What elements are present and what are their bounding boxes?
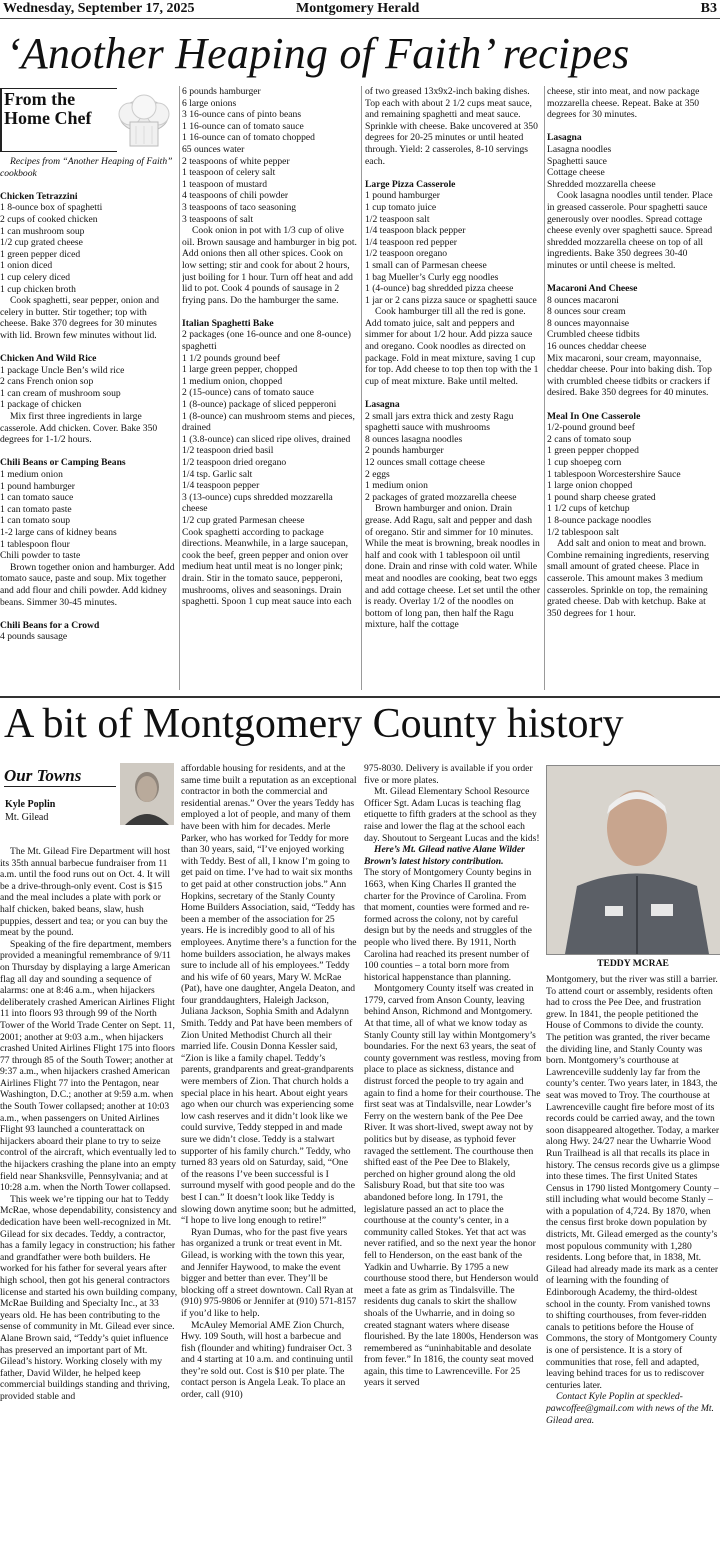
paragraph: Ryan Dumas, who for the past five years has organized a trunk or treat event in Mt. Gilead, is working with the town this year, and Jennifer Haywood, to make the event bigger and better than ever. They’ll be blocking off a street downtown. Call Ryan at (910) 975-9806 or Jennifer at (910) 571-8157 if you’d like to help. — [181, 1226, 357, 1319]
recipe-column-2 — [182, 86, 358, 690]
paragraph: 1/4 teaspoon pepper — [182, 480, 260, 492]
paragraph: 1 pound hamburger — [0, 480, 75, 492]
paragraph: 1 (8-ounce) can mushroom stems and pieces, drained — [182, 410, 355, 434]
paragraph: 1/2 tablespoon salt — [547, 526, 619, 538]
paragraph: Cook onion in pot with 1/3 cup of olive oil. Brown sausage and hamburger in big pot. Add onions then all other spices. Cook on low setting; stir and cook for about 2 hours, just boiling for 1 hour. Turn off heat and add lid to pot. Cook 4 pounds of sausage in 2 frying pans. Do the hamburger the same. — [182, 225, 357, 306]
paragraph: Mix macaroni, sour cream, mayonnaise, cheddar cheese. Pour into baking dish. Top with crumbled cheese tidbits or crackers if desired. Bake 350 degrees for 40 minutes. — [547, 352, 712, 399]
author-portrait-icon — [120, 763, 174, 825]
paragraph-gap — [0, 179, 176, 191]
paragraph: Montgomery County itself was created in 1779, carved from Anson County, leaving behind Anson, Richmond and Montgomery. At that time, all of what we know today as Stanly County still lay within Montgomery’s boundaries. For the next 63 years, the seat of county government was restless, moving from place to place as sickness, distance and distrust forced the people to try again and again to find a home for their courthouse. The first seat was at Tindalsville, near Lowder’s Ferry on the western bank of the Pee Dee River. It was short-lived, swept away not by politics but by disease, as typhoid fever ravaged the settlement. The courthouse then shifted east of the Pee Dee to Blakely, perched on higher ground along the old Salisbury Road, but that site too was abandoned before long. In 1791, the legislature passed an act to place the courthouse at the county’s center, in a community called Stokes. Yet that act was never ratified, and so the next year the honor fell to Henderson, on the east bank of the Yadkin and Uwharrie. By 1795 a new courthouse stood there, but Henderson would meet a fate as grim as Tindalsville. The residents dug canals to skirt the shallow shoals of the Uwharrie, and in doing so created stagnant waters where disease flourished. By the late 1800s, Henderson was remembered as “uninhabitable and desolate from fever.” In 1816, the county seat moved again, this time to Lawrenceville. For 25 years it served — [364, 983, 542, 1389]
paragraph: 4 teaspoons of chili powder — [182, 190, 289, 202]
paragraph-gap — [0, 342, 176, 354]
column-label — [4, 90, 104, 128]
paragraph: 2 packages of grated mozzarella cheese — [365, 491, 517, 503]
paragraph: 8 ounces sour cream — [547, 306, 626, 318]
paragraph: Brown hamburger and onion. Drain grease. Add Ragu, salt and pepper and dash of oregano. Stir and simmer for 10 minutes. While the meat is browning, break noodles in half and cook with 1 tablespoon oil until done. Drain and rinse with cold water. While meat and noodles are cooking, beat two eggs and add cottage cheese. Let set until the other is ready. Overlay 1/2 of the noodles on bottom of long pan, then half the Ragu mixture, half the cottage — [365, 503, 541, 631]
portrait-photo-icon — [547, 766, 720, 954]
paragraph: 1 medium onion, chopped — [182, 375, 283, 387]
teddy-mcrae-photo — [546, 765, 720, 955]
column-divider — [361, 86, 362, 690]
photo-caption: TEDDY MCRAE — [597, 958, 669, 969]
paragraph-gap — [365, 387, 541, 399]
paragraph: Mix first three ingredients in large casserole. Add chicken. Cover. Bake 350 degrees for 1-1/2 hours. — [0, 411, 158, 446]
paragraph: The story of Montgomery County begins in 1663, when King Charles II granted the charter for the Province of Carolina. From that moment, counties were formed and re-formed across the colony, not by careful design but by the needs and struggles of the people who lived there. By 1911, North Carolina had reached its present number of 100 counties – a total born more from historical happenstance than planning. — [364, 867, 532, 983]
paragraph: The Mt. Gilead Fire Department will host its 35th annual barbecue fundraiser from 11 a.m. until the food runs out on Oct. 4. It will be a drive-through-only event. Cost is $15 and the meal includes a plate with pork or half chicken, baked beans, slaw, hush puppies, dessert and tea; or you can buy the meat by the pound. — [0, 846, 171, 939]
author-town: Mt. Gilead — [5, 812, 49, 823]
paragraph: 1 cup chicken broth — [0, 283, 76, 295]
paragraph-gap — [547, 399, 720, 411]
paragraph: Cook hamburger till all the red is gone. Add tomato juice, salt and peppers and simmer for about 1/2 hour. Add pizza sauce and oregano. Cook noodles as directed on package. Fold in meat mixture, saving 1 cup for top. Add cheese to top then top with the 1 cup of meat mixture. Bake until melted. — [365, 306, 539, 387]
paragraph: Recipes from “Another Heaping of Faith” cookbook — [0, 156, 173, 179]
paragraph: Cook spaghetti, sear pepper, onion and celery in butter. Stir together; top with cheese. Bake 370 degrees for 30 minutes with lid. Brown few minutes without lid. — [0, 295, 160, 341]
paragraph: 1 cup celery diced — [0, 271, 71, 283]
recipes-headline: ‘Another Heaping of Faith’ recipes — [6, 29, 630, 78]
recipe-heading: Meal In One Casserole — [547, 410, 641, 422]
paragraph: Speaking of the fire department, members provided a meaningful remembrance of 9/11 on Thursday by displaying a large American flag all day and sounding a sequence of alarms: one at 8:46 a.m., when hijackers deliberately crashed American Airlines Flight 11 into floors 93 through 99 of the North Tower of the World Trade Center on Sept. 11, 2001; another at 9:03 a.m., when hijackers crashed United Airlines Flight 175 into floors 77 through 85 of the South Tower; another at 9:37 a.m., when hijackers crashed American Airlines Flight 77 into the Pentagon, near Washington, D.C.; another at 9:59 a.m. when the South Tower collapsed; another at 10:03 a.m., when passengers on United Airlines Flight 93 launched a counterattack on hijackers aboard their plane to try to seize control of the aircraft, which eventually led to the hijackers crashing the plane into an empty field near Shanksville, Pennsylvania; and at 10:28 a.m. when the North Tower collapsed. — [0, 938, 177, 1194]
paragraph: Mt. Gilead Elementary School Resource Officer Sgt. Adam Lucas is teaching flag etiquette to fifth graders at the school as they raise and lower the flag at the school each day. Shoutout to Sergeant Lucas and the kids! — [364, 786, 540, 844]
history-column-4 — [546, 974, 720, 1546]
paragraph: 3 teaspoons of salt — [182, 213, 254, 225]
column-divider — [179, 86, 180, 690]
paragraph: 1/2 cup grated Parmesan cheese — [182, 514, 305, 526]
paragraph: 1 can tomato soup — [0, 515, 71, 527]
paragraph: Montgomery, but the river was still a barrier. To attend court or assembly, residents often had to cross the Pee Dee, and frustration grew. In 1841, the people petitioned the House of Commons to divide the county. The petition was granted, the river became the dividing line, and Stanly County was born. Montgomery’s courthouse at Lawrenceville suddenly lay far from the county’s center. Two years later, in 1843, the seat was moved to Troy. The courthouse at Lawrenceville caught fire before most of its records could be carried away, and the town soon disappeared altogether. Today, a marker along Hwy. 24/27 near the Uwharrie Wood Run Trailhead is all that recalls its place in history. The census records give us a glimpse into these times. The first United States Census in 1790 listed Montgomery County – still including what would become Stanly – with a population of 4,724. By 1870, when the census first broke down population by districts, Mt. Gilead emerged as the county’s most populous community with 1,280 residents. Long before that, in 1838, Mt. Gilead had already made its mark as a center of learning with the founding of Edinborough Academy, the third-oldest school in the county. From vanished towns to shifting courthouses, from fever-ridden canals to petitions before the House of Commons, the story of Montgomery County is one of persistence. It is a story of communities that rose, fell and adapted, leaving behind traces for us to rediscover centuries later. — [546, 974, 720, 1391]
paragraph-gap — [547, 121, 720, 133]
recipe-heading: Macaroni And Cheese — [547, 283, 638, 295]
paragraph-gap — [365, 167, 541, 179]
paragraph: Shredded mozzarella cheese — [547, 178, 656, 190]
paragraph: 1 large onion chopped — [547, 480, 633, 492]
paragraph: 1/4 teaspoon black pepper — [365, 225, 466, 237]
recipe-heading: Chicken Tetrazzini — [0, 190, 78, 202]
paragraph: Here’s Mt. Gilead native Alane Wilder Brown’s latest history contribution. — [364, 844, 525, 867]
paragraph: 1 16-ounce can of tomato sauce — [182, 120, 304, 132]
paragraph: 1 medium onion — [365, 480, 428, 492]
paragraph: 1 tablespoon flour — [0, 538, 70, 550]
paragraph: 1 pound hamburger — [365, 190, 440, 202]
recipe-column-3 — [365, 86, 541, 690]
paragraph: 2 packages (one 16-ounce and one 8-ounce) spaghetti — [182, 329, 351, 353]
paragraph-gap — [0, 446, 176, 458]
paragraph: 6 large onions — [182, 97, 237, 109]
paragraph: 1 can mushroom soup — [0, 225, 85, 237]
paragraph: 6 pounds hamburger — [182, 86, 261, 97]
recipe-column-1 — [0, 156, 176, 690]
paragraph-gap — [0, 608, 176, 620]
recipe-heading: Chicken And Wild Rice — [0, 353, 97, 365]
paragraph: 12 ounces small cottage cheese — [365, 457, 485, 468]
paragraph: 1/4 tsp. Garlic salt — [182, 468, 253, 480]
paragraph: 1 small can of Parmesan cheese — [365, 259, 487, 271]
column-divider — [544, 86, 545, 690]
paragraph: 1 16-ounce can of tomato chopped — [182, 132, 315, 144]
paragraph: 1 can cream of mushroom soup — [0, 387, 121, 399]
paragraph: 1 1/2 cups of ketchup — [547, 503, 630, 515]
paragraph: 1/4 teaspoon red pepper — [365, 236, 457, 248]
recipe-heading: Italian Spaghetti Bake — [182, 317, 274, 329]
recipe-heading: Chili Beans for a Crowd — [0, 619, 100, 631]
paragraph: 16 ounces cheddar cheese — [547, 341, 647, 353]
paragraph: McAuley Memorial AME Zion Church, Hwy. 109 South, will host a barbecue and fish (flounder and whiting) fundraiser Oct. 3 and 4 starting at 10 a.m. and continuing until they’re sold out. Cost is $10 per plate. The contact person is Angela Leak. To place an order, call (910) — [181, 1319, 354, 1401]
paragraph: 1 teaspoon of celery salt — [182, 167, 276, 179]
paragraph: 1 8-ounce box of spaghetti — [0, 202, 103, 214]
paragraph: 1 cup tomato juice — [365, 201, 437, 213]
paragraph: cheese, stir into meat, and now package mozzarella cheese. Repeat. Bake at 350 degrees for 30 minutes. — [547, 86, 700, 121]
paragraph: 1 tablespoon Worcestershire Sauce — [547, 468, 681, 480]
recipe-heading: Lasagna — [365, 399, 400, 411]
paragraph: 1 green pepper diced — [0, 248, 81, 260]
paragraph: Spaghetti sauce — [547, 155, 607, 167]
recipe-heading: Large Pizza Casserole — [365, 178, 456, 190]
paragraph: 2 (15-ounce) cans of tomato sauce — [182, 387, 314, 399]
paragraph: Chili powder to taste — [0, 550, 81, 562]
paragraph: 1 can tomato sauce — [0, 492, 74, 504]
paragraph: 8 ounces mayonnaise — [547, 317, 630, 329]
paragraph-gap — [547, 272, 720, 284]
paragraph: 1 (3.8-ounce) can sliced ripe olives, drained — [182, 433, 351, 445]
paragraph: 2 cans French onion sop — [0, 376, 94, 388]
paragraph: 975-8030. Delivery is available if you order five or more plates. — [364, 763, 533, 786]
paragraph: 8 ounces lasagna noodles — [365, 433, 463, 445]
paragraph: 1-2 large cans of kidney beans — [0, 527, 117, 538]
paragraph: of two greased 13x9x2-inch baking dishes. Top each with about 2 1/2 cups meat sauce, and remaining spaghetti and meat sauce. Sprinkle with cheese. Bake uncovered at 350 degrees for 20-25 minutes or until heated through. Yield: 2 casseroles, 8-10 servings each. — [365, 86, 538, 167]
paragraph: 1/2 teaspoon dried basil — [182, 445, 274, 457]
author-photo — [120, 763, 174, 825]
paragraph: Brown together onion and hamburger. Add tomato sauce, paste and soup. Mix together and add flour and chili powder. Add kidney beans. Simmer 30-45 minutes. — [0, 561, 175, 608]
paragraph: 1 (4-ounce) bag shredded pizza cheese — [365, 283, 514, 295]
paragraph: 8 ounces macaroni — [547, 294, 619, 306]
paragraph: 1 cup shoepeg corn — [547, 457, 622, 468]
paragraph: 1/2 teaspoon salt — [365, 213, 430, 225]
paragraph: 3 16-ounce cans of pinto beans — [182, 109, 302, 121]
paragraph: 2 eggs — [365, 468, 390, 480]
paragraph: 1 package Uncle Ben’s wild rice — [0, 364, 125, 376]
paragraph: 1 green pepper chopped — [547, 445, 639, 457]
paragraph: 2 cups of cooked chicken — [0, 213, 98, 225]
paragraph: This week we’re tipping our hat to Teddy McRae, whose dependability, consistency and dedication have been well-recognized in Mt. Gilead for six decades. Teddy, a contractor, has a family legacy in construction; his father and grandfather were both builders. He worked for his father for several years after high school, then got his general contractors license and started his own building company, McRae Building and Specialty Inc., at 33 years old. He has been contributing to the sense of community in Mt. Gilead ever since. Alane Brown said, “Teddy’s quiet influence has preserved an important part of Mt. Gilead’s history. Working closely with my father, David Wilder, he helped keep commercial buildings standing and thriving, provided stable and — [0, 1193, 178, 1402]
paragraph: 1 onion diced — [0, 260, 53, 272]
paragraph: Cook spaghetti according to package directions. Meanwhile, in a large saucepan, cook the beef, green pepper and onion over medium heat until meat is no longer pink; drain. Stir in the tomato sauce, pepperoni, mushrooms, olives and seasonings. Drain spaghetti. Spoon 1 cup meat sauce into each — [182, 526, 352, 608]
paragraph: Lasagna noodles — [547, 143, 612, 155]
paragraph: Contact Kyle Poplin at speckled-pawcoffee@gmail.com with news of the Mt. Gilead area. — [546, 1391, 714, 1426]
paragraph: 1 bag Mueller’s Curly egg noodles — [365, 271, 499, 283]
paragraph: 1 can tomato paste — [0, 503, 72, 515]
paragraph: 2 pounds hamburger — [365, 445, 444, 457]
history-column-1 — [0, 846, 178, 1546]
paragraph: 1 8-ounce package noodles — [547, 514, 652, 526]
paragraph: affordable housing for residents, and at the same time built a reputation as an exceptional contractor in both the commercial and residential arenas.” Over the years Teddy has employed a lot of people, and many of them have been with him for decades. Merle Parker, who has worked for Teddy for more than 30 years, said, “I’ve enjoyed working with Teddy. Best of all, I know I’m going to get paid on time. I’ve had to wait six months to get paid at other construction jobs.” Ann Hopkins, secretary of the Stanly County Home Builders Association, said, “Teddy has been a member of the association for 25 years. He is incredibly good to all of his employees. Anytime there’s a function for the home builders association, he always makes sure to include all of his employees.” Teddy and his wife of 60 years, Mary W. McRae (Pat), have one daughter, Angela Deaton, and four granddaughters, Haleigh Jackson, Juliana Jackson, Sophia Smith and Adalynn Smith. Teddy and Pat have been members of Zion United Methodist Church all their married life. Cousin Donna Kessler said, “Zion is like a family chapel. Teddy’s parents, grandparents and great-grandparents were members of Zion. That church holds a special place in his heart. About eight years ago when our church was experiencing some low cash reserves and it didn’t look like we could survive, Teddy stepped in and made sure we didn’t close. Teddy is a stalwart supporter of his family church.” Teddy, who turned 83 years old on Saturday, said, “One of the reasons I’ve been successful is I surround myself with good people and do the best I can.” It doesn’t look like Teddy is slowing down anytime soon; but he admitted, “I hope to live long enough to retire!” — [181, 763, 357, 1227]
paragraph: 1 pound sharp cheese grated — [547, 491, 656, 503]
byline — [5, 798, 55, 824]
paragraph: 1 package of chicken — [0, 399, 82, 411]
recipe-column-4 — [547, 86, 720, 690]
page-number: B3 — [700, 1, 717, 16]
paragraph: 1/2 teaspoon dried oregano — [182, 457, 287, 468]
paragraph: 1 teaspoon of mustard — [182, 178, 267, 190]
history-headline: A bit of Montgomery County history — [4, 701, 624, 747]
column-label-line-1: From the — [4, 89, 76, 109]
paragraph: 2 cans of tomato soup — [547, 433, 632, 445]
paragraph: 1 jar or 2 cans pizza sauce or spaghetti sauce — [365, 294, 537, 306]
paragraph-gap — [182, 306, 358, 318]
paragraph: 65 ounces water — [182, 143, 245, 155]
newspaper-name: Montgomery Herald — [296, 1, 420, 16]
section-divider — [0, 696, 720, 698]
paragraph: 2 small jars extra thick and zesty Ragu spaghetti sauce with mushrooms — [365, 410, 514, 434]
author-name: Kyle Poplin — [5, 799, 56, 810]
recipe-heading: Lasagna — [547, 132, 582, 144]
history-column-2 — [181, 763, 357, 1546]
chef-hat-icon — [116, 94, 172, 150]
page-header — [0, 0, 720, 19]
paragraph: 3 (13-ounce) cups shredded mozzarella cheese — [182, 491, 333, 515]
history-column-3 — [364, 763, 542, 1546]
column-name: Our Towns — [4, 766, 116, 787]
paragraph: 1/2 cup grated cheese — [0, 237, 83, 249]
paragraph: Cook lasagna noodles until tender. Place in greased casserole. Pour spaghetti sauce generously over noodles. Spread cottage cheese evenly over spaghetti sauce. Spread shredded mozzarella cheese on top of all ingredients. Bake 350 degrees 30-40 minutes or until cheese is melted. — [547, 190, 713, 271]
recipe-heading: Chili Beans or Camping Beans — [0, 457, 126, 469]
column-label-line-2: Home Chef — [4, 108, 92, 128]
paragraph: Crumbled cheese tidbits — [547, 329, 640, 341]
paragraph: 1 large green pepper, chopped — [182, 364, 298, 376]
paragraph: 1/2-pound ground beef — [547, 422, 635, 434]
paragraph: 3 teaspoons of taco seasoning — [182, 201, 297, 213]
paragraph: 2 teaspoons of white pepper — [182, 155, 290, 167]
paragraph: 1 medium onion — [0, 469, 63, 481]
paragraph: 1 (8-ounce) package of sliced pepperoni — [182, 399, 337, 411]
paragraph: Add salt and onion to meat and brown. Combine remaining ingredients, reserving small amount of grated cheese. Place in casserole. This amount makes 3 medium casseroles. Sprinkle on top, the remaining grated cheese. Dab with ketchup. Bake at 350 degrees for 1 hour. — [547, 538, 709, 619]
paragraph: Cottage cheese — [547, 167, 605, 179]
paragraph: 4 pounds sausage — [0, 631, 68, 643]
paragraph: 1/2 teaspoon oregano — [365, 248, 448, 260]
issue-date: Wednesday, September 17, 2025 — [3, 1, 195, 16]
column-label-box — [0, 88, 176, 150]
paragraph: 1 1/2 pounds ground beef — [182, 352, 281, 364]
